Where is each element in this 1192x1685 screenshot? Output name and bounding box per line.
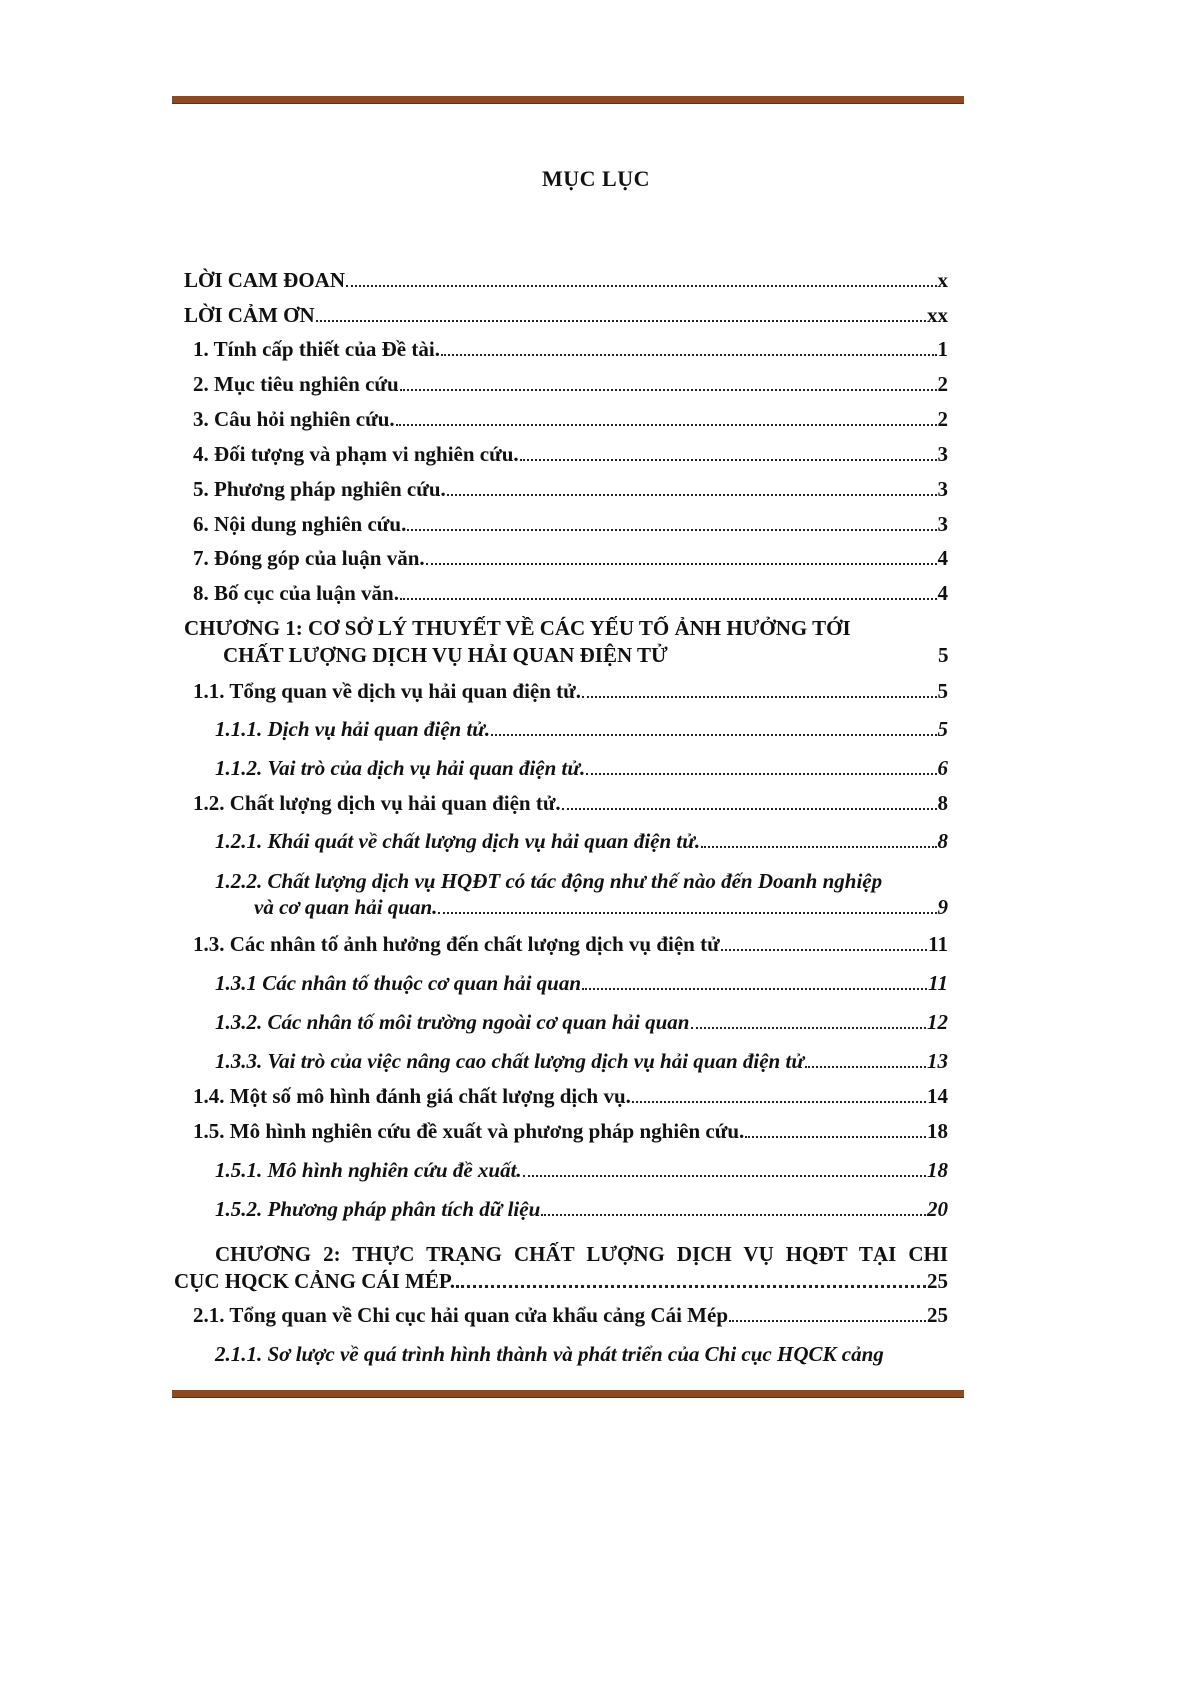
toc-entry-page: 18 <box>927 1158 948 1182</box>
toc-entry-text: 1.2. Chất lượng dịch vụ hải quan điện tử. <box>193 791 561 815</box>
dot-leader <box>447 494 937 496</box>
toc-entry-page: 9 <box>937 895 948 919</box>
dot-leader <box>523 1175 926 1177</box>
toc-entry <box>254 892 948 922</box>
toc-entry-text: 7. Đóng góp của luận văn. <box>193 546 425 570</box>
dot-leader <box>316 320 926 322</box>
toc-entry-page: xx <box>927 303 948 327</box>
toc-entry <box>193 509 948 539</box>
toc-entry-text: 1.3.3. Vai trò của việc nâng cao chất lượng dịch vụ hải quan điện tử <box>215 1049 804 1073</box>
toc-entry-page: 1 <box>937 337 948 361</box>
toc-entry <box>174 1266 948 1296</box>
dot-leader <box>729 1320 926 1322</box>
toc-entry-text: 2. Mục tiêu nghiên cứu <box>193 372 399 396</box>
header-rule <box>172 96 964 104</box>
toc-entry <box>215 753 948 783</box>
dot-leader <box>520 459 937 461</box>
toc-entry <box>193 1300 948 1330</box>
toc-entry-page: 13 <box>927 1049 948 1073</box>
page-title: MỤC LỤC <box>542 166 650 191</box>
toc-entry-text-line: 2.1.1. Sơ lược về quá trình hình thành và phát triển của Chi cục HQCK cảng <box>215 1342 884 1366</box>
dot-leader <box>346 285 937 287</box>
dot-leader <box>745 1136 926 1138</box>
toc-entry <box>215 826 948 856</box>
toc-entry-text: LỜI CẢM ƠN <box>184 303 315 327</box>
toc-entry-page: 25 <box>927 1303 948 1327</box>
toc-entry <box>184 265 948 295</box>
dot-leader <box>400 389 937 391</box>
toc-entry-page: 18 <box>927 1119 948 1143</box>
toc-entry <box>193 404 948 434</box>
toc-entry <box>215 1046 948 1076</box>
chapter-heading-line: CHƯƠNG 2: THỰC TRẠNG CHẤT LƯỢNG DỊCH VỤ HQĐT TẠI CHI <box>215 1242 948 1266</box>
dot-leader <box>632 1101 926 1103</box>
dot-leader <box>582 988 927 990</box>
toc-entry <box>193 788 948 818</box>
chapter-heading-line: CHƯƠNG 1: CƠ SỞ LÝ THUYẾT VỀ CÁC YẾU TỐ ẢNH HƯỞNG TỚI <box>184 616 851 640</box>
toc-entry-page: 11 <box>928 971 948 995</box>
toc-entry-text: 1.2.1. Khái quát về chất lượng dịch vụ hải quan điện tử. <box>215 829 701 853</box>
toc-entry <box>193 474 948 504</box>
toc-entry-page: 2 <box>937 407 948 431</box>
toc-entry-text: 1.1. Tổng quan về dịch vụ hải quan điện tử. <box>193 679 582 703</box>
toc-entry-page: 8 <box>937 829 948 853</box>
dot-leader <box>562 808 937 810</box>
toc-entry <box>193 543 948 573</box>
toc-entry <box>215 714 948 744</box>
toc-entry-text: 1.1.2. Vai trò của dịch vụ hải quan điện tử. <box>215 756 586 780</box>
toc-entry-page: 4 <box>937 581 948 605</box>
toc-entry-text: 2.1. Tổng quan về Chi cục hải quan cửa khẩu cảng Cái Mép <box>193 1303 728 1327</box>
toc-entry <box>193 676 948 706</box>
toc-entry-text: 1.3. Các nhân tố ảnh hưởng đến chất lượng dịch vụ điện tử <box>193 932 720 956</box>
toc-entry <box>193 439 948 469</box>
toc-entry-text: 3. Câu hỏi nghiên cứu. <box>193 407 395 431</box>
toc-entry-page: 5 <box>937 717 948 741</box>
dot-leader <box>441 354 937 356</box>
toc-entry-text: 1. Tính cấp thiết của Đề tài. <box>193 337 440 361</box>
dot-leader <box>396 424 937 426</box>
toc-entry <box>215 1007 948 1037</box>
toc-entry-text: 1.5. Mô hình nghiên cứu đề xuất và phương pháp nghiên cứu. <box>193 1119 745 1143</box>
toc-entry-text: 6. Nội dung nghiên cứu. <box>193 512 407 536</box>
toc-entry-text: 1.5.1. Mô hình nghiên cứu đề xuất. <box>215 1158 522 1182</box>
dot-leader <box>805 1066 926 1068</box>
toc-entry <box>193 1081 948 1111</box>
dot-leader <box>586 773 936 775</box>
toc-entry-page: 11 <box>928 932 948 956</box>
toc-entry-page: 14 <box>927 1084 948 1108</box>
toc-entry-page: 25 <box>927 1269 948 1293</box>
dot-leader <box>691 1027 927 1029</box>
dot-leader <box>407 529 936 531</box>
toc-entry-page: 3 <box>937 512 948 536</box>
toc-entry-text: 1.4. Một số mô hình đánh giá chất lượng dịch vụ. <box>193 1084 631 1108</box>
dot-leader <box>456 1285 926 1288</box>
toc-entry <box>193 369 948 399</box>
toc-entry <box>193 334 948 364</box>
toc-entry <box>184 300 948 330</box>
toc-entry-text: 1.1.1. Dịch vụ hải quan điện tử. <box>215 717 491 741</box>
toc-entry-page: 5 <box>937 679 948 703</box>
chapter-heading-line: CHẤT LƯỢNG DỊCH VỤ HẢI QUAN ĐIỆN TỬ <box>223 643 668 667</box>
toc-entry-text: và cơ quan hải quan. <box>254 895 438 919</box>
toc-entry-page: 8 <box>937 791 948 815</box>
toc-entry-text: 1.3.1 Các nhân tố thuộc cơ quan hải quan <box>215 971 582 995</box>
toc-entry <box>215 1155 948 1185</box>
toc-entry-text: 8. Bố cục của luận văn. <box>193 581 399 605</box>
toc-entry-page: x <box>937 268 948 292</box>
dot-leader <box>400 598 937 600</box>
toc-entry <box>215 1194 948 1224</box>
toc-entry-text-line: 1.2.2. Chất lượng dịch vụ HQĐT có tác động như thế nào đến Doanh nghiệp <box>215 869 883 893</box>
toc-entry-text: 1.3.2. Các nhân tố môi trường ngoài cơ quan hải quan <box>215 1010 690 1034</box>
toc-entry-page: 5 <box>938 643 949 667</box>
dot-leader <box>582 696 936 698</box>
dot-leader <box>541 1214 926 1216</box>
toc-entry <box>193 929 948 959</box>
dot-leader <box>438 912 936 914</box>
toc-entry-page: 4 <box>937 546 948 570</box>
toc-entry-page: 6 <box>937 756 948 780</box>
toc-entry-page: 2 <box>937 372 948 396</box>
dot-leader <box>701 846 936 848</box>
toc-entry-text: CỤC HQCK CẢNG CÁI MÉP. <box>174 1269 455 1293</box>
toc-entry <box>193 578 948 608</box>
toc-entry-text: LỜI CAM ĐOAN <box>184 268 345 292</box>
footer-rule <box>172 1390 964 1398</box>
toc-entry-page: 12 <box>927 1010 948 1034</box>
toc-entry-page: 20 <box>927 1197 948 1221</box>
toc-entry-text: 1.5.2. Phương pháp phân tích dữ liệu <box>215 1197 541 1221</box>
toc-entry-page: 3 <box>937 442 948 466</box>
dot-leader <box>721 949 927 951</box>
dot-leader <box>491 734 936 736</box>
dot-leader <box>426 563 937 565</box>
toc-entry <box>215 968 948 998</box>
toc-entry-page: 3 <box>937 477 948 501</box>
toc-entry-text: 4. Đối tượng và phạm vi nghiên cứu. <box>193 442 519 466</box>
toc-entry <box>193 1116 948 1146</box>
toc-entry-text: 5. Phương pháp nghiên cứu. <box>193 477 446 501</box>
